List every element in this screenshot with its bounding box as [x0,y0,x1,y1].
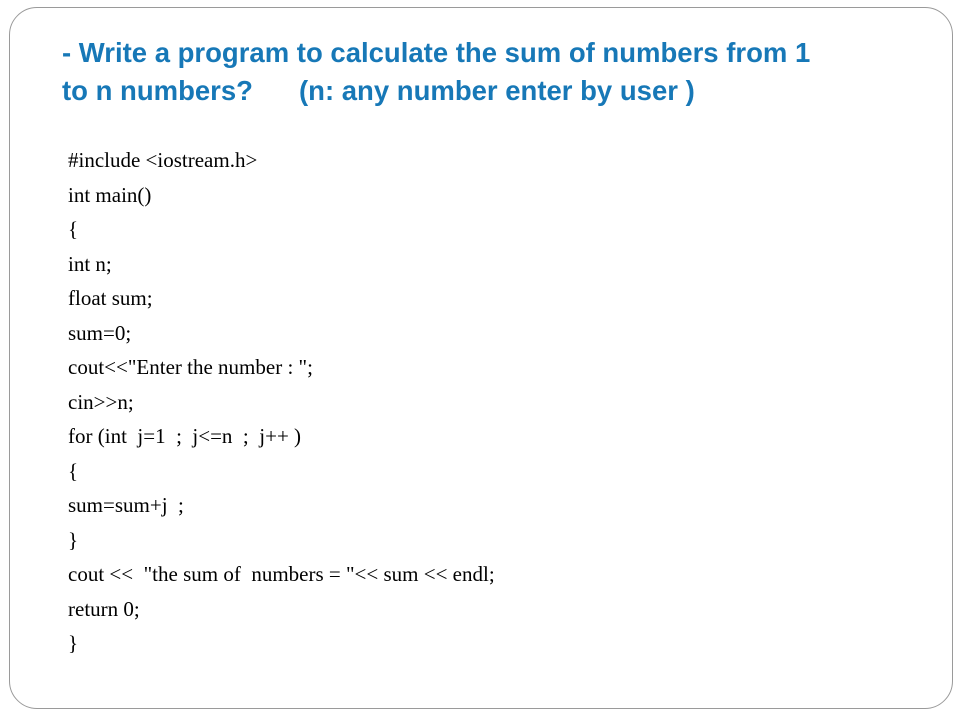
code-line: #include <iostream.h> [68,148,258,172]
code-line: { [68,458,79,483]
title-line-2-question: to n numbers? [62,75,253,106]
code-line: float sum; [68,286,153,310]
code-line: return 0; [68,596,140,621]
code-line: sum=sum+j ; [68,493,184,517]
code-line: int n; [68,251,112,276]
code-line: } [68,631,79,655]
title-line-1: - Write a program to calculate the sum of numbers from 1 [62,37,811,68]
code-line: int main() [68,182,152,207]
code-line: cin>>n; [68,389,134,414]
code-line: sum=0; [68,320,132,345]
code-line: } [68,527,79,552]
code-block [68,143,495,661]
code-line: cout<<"Enter the number : "; [68,355,313,379]
slide-title [62,34,932,110]
code-line: { [68,217,79,241]
slide-frame [9,7,953,709]
title-line-2-note: (n: any number enter by user ) [298,75,695,106]
code-line: for (int j=1 ; j<=n ; j++ ) [68,424,302,448]
code-line: cout << "the sum of numbers = "<< sum << endl; [68,562,495,586]
